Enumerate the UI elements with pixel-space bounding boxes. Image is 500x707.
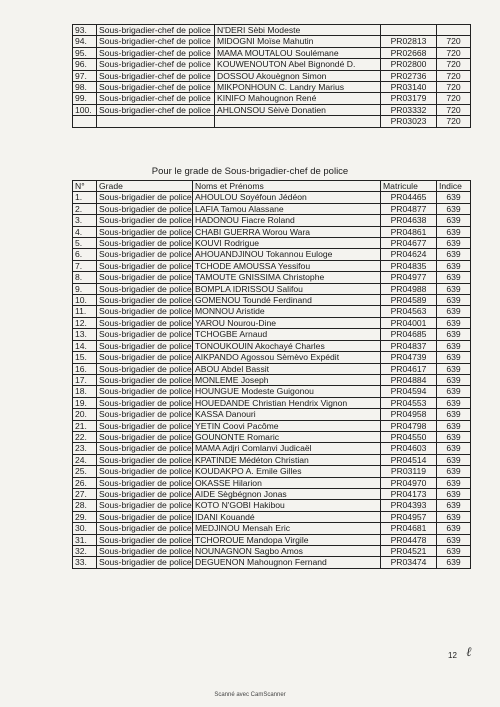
row-number: 29. — [73, 511, 97, 522]
row-indice — [437, 25, 471, 36]
row-name: MONNOU Aristide — [193, 306, 381, 317]
row-name: KOTO N'GOBI Hakibou — [193, 500, 381, 511]
row-name: MIKPONHOUN C. Landry Marius — [215, 82, 381, 93]
table-row — [73, 317, 471, 328]
row-number: 100. — [73, 104, 97, 115]
row-indice: 720 — [437, 70, 471, 81]
row-name: AHOULOU Soyéfoun Jédéon — [193, 192, 381, 203]
header-matricule: Matricule — [381, 181, 437, 192]
row-indice: 639 — [437, 226, 471, 237]
row-grade: Sous-brigadier-chef de police — [97, 47, 215, 58]
row-indice: 720 — [437, 59, 471, 70]
table-row — [73, 226, 471, 237]
row-name: IDANI Kouandé — [193, 511, 381, 522]
row-indice: 639 — [437, 466, 471, 477]
row-grade: Sous-brigadier de police — [97, 523, 193, 534]
row-grade: Sous-brigadier-chef de police — [97, 36, 215, 47]
row-indice: 639 — [437, 488, 471, 499]
row-grade: Sous-brigadier de police — [97, 477, 193, 488]
row-matricule: PR04835 — [381, 260, 437, 271]
row-name: ABOU Abdel Bassit — [193, 363, 381, 374]
row-name: KOUDAKPO A. Emile Gilles — [193, 466, 381, 477]
row-grade: Sous-brigadier de police — [97, 203, 193, 214]
row-matricule: PR04958 — [381, 409, 437, 420]
table-row — [73, 488, 471, 499]
row-number: 23. — [73, 443, 97, 454]
row-number: 22. — [73, 431, 97, 442]
row-grade: Sous-brigadier de police — [97, 454, 193, 465]
row-indice: 639 — [437, 295, 471, 306]
table-row — [73, 116, 471, 127]
table-row — [73, 443, 471, 454]
row-number: 93. — [73, 25, 97, 36]
row-indice: 639 — [437, 546, 471, 557]
section-title: Pour le grade de Sous-brigadier-chef de police — [151, 166, 349, 177]
row-number: 18. — [73, 386, 97, 397]
row-indice: 639 — [437, 443, 471, 454]
table-row — [73, 329, 471, 340]
row-indice: 639 — [437, 249, 471, 260]
row-matricule: PR04957 — [381, 511, 437, 522]
row-indice: 639 — [437, 352, 471, 363]
row-matricule: PR04393 — [381, 500, 437, 511]
table-row — [73, 295, 471, 306]
table-row — [73, 511, 471, 522]
row-number: 21. — [73, 420, 97, 431]
row-number: 2. — [73, 203, 97, 214]
row-matricule: PR04877 — [381, 203, 437, 214]
row-matricule: PR04603 — [381, 443, 437, 454]
row-indice: 639 — [437, 238, 471, 249]
promotion-table-body — [73, 192, 471, 568]
row-indice: 639 — [437, 534, 471, 545]
table-row — [73, 104, 471, 115]
row-matricule: PR02668 — [381, 47, 437, 58]
row-indice: 639 — [437, 431, 471, 442]
row-number: 30. — [73, 523, 97, 534]
row-indice: 720 — [437, 93, 471, 104]
row-name: HOUNGUE Modeste Guigonou — [193, 386, 381, 397]
row-number: 14. — [73, 340, 97, 351]
row-grade: Sous-brigadier de police — [97, 317, 193, 328]
row-name: DOSSOU Akouègnon Simon — [215, 70, 381, 81]
row-grade: Sous-brigadier de police — [97, 238, 193, 249]
row-matricule: PR04970 — [381, 477, 437, 488]
row-name: OKASSE Hilarion — [193, 477, 381, 488]
row-grade: Sous-brigadier de police — [97, 249, 193, 260]
row-number: 31. — [73, 534, 97, 545]
row-matricule: PR03474 — [381, 557, 437, 568]
row-number — [73, 116, 97, 127]
row-grade: Sous-brigadier de police — [97, 466, 193, 477]
row-name: MEDJINOU Mensah Eric — [193, 523, 381, 534]
row-number: 97. — [73, 70, 97, 81]
row-name: N'DERI Sèbi Modeste — [215, 25, 381, 36]
row-matricule — [381, 25, 437, 36]
row-number: 7. — [73, 260, 97, 271]
row-matricule: PR03140 — [381, 82, 437, 93]
table-row — [73, 192, 471, 203]
row-grade: Sous-brigadier de police — [97, 295, 193, 306]
table-row — [73, 47, 471, 58]
row-number: 11. — [73, 306, 97, 317]
row-indice: 720 — [437, 104, 471, 115]
row-matricule: PR04514 — [381, 454, 437, 465]
row-name: KASSA Danouri — [193, 409, 381, 420]
row-indice: 639 — [437, 317, 471, 328]
row-grade: Sous-brigadier-chef de police — [97, 104, 215, 115]
row-indice: 639 — [437, 386, 471, 397]
row-name: TCHODE AMOUSSA Yessifou — [193, 260, 381, 271]
row-number: 1. — [73, 192, 97, 203]
table-row — [73, 454, 471, 465]
row-matricule: PR04677 — [381, 238, 437, 249]
row-grade: Sous-brigadier-chef de police — [97, 59, 215, 70]
row-indice: 720 — [437, 47, 471, 58]
row-matricule: PR02736 — [381, 70, 437, 81]
row-name: AIDE Sègbégnon Jonas — [193, 488, 381, 499]
row-matricule: PR04001 — [381, 317, 437, 328]
row-number: 9. — [73, 283, 97, 294]
table-row — [73, 397, 471, 408]
row-indice: 639 — [437, 329, 471, 340]
row-name: BOMPLA IDRISSOU Salifou — [193, 283, 381, 294]
table-row — [73, 283, 471, 294]
row-matricule: PR04685 — [381, 329, 437, 340]
row-matricule: PR04478 — [381, 534, 437, 545]
table-row — [73, 203, 471, 214]
row-grade: Sous-brigadier de police — [97, 272, 193, 283]
row-number: 10. — [73, 295, 97, 306]
row-grade: Sous-brigadier de police — [97, 409, 193, 420]
row-matricule: PR04563 — [381, 306, 437, 317]
row-matricule: PR04837 — [381, 340, 437, 351]
table-row — [73, 70, 471, 81]
row-indice: 639 — [437, 363, 471, 374]
row-matricule: PR04681 — [381, 523, 437, 534]
row-name: MAMA Adjri Comlanvi Judicaël — [193, 443, 381, 454]
row-number: 27. — [73, 488, 97, 499]
row-name: GOMENOU Toundé Ferdinand — [193, 295, 381, 306]
table-row — [73, 431, 471, 442]
table-row — [73, 386, 471, 397]
row-name: KOUVI Rodrigue — [193, 238, 381, 249]
row-grade: Sous-brigadier de police — [97, 374, 193, 385]
row-number: 28. — [73, 500, 97, 511]
row-name: KPATINDE Médéton Christian — [193, 454, 381, 465]
row-grade: Sous-brigadier de police — [97, 260, 193, 271]
row-name: HOUEDANDE Christian Hendrix Vignon — [193, 397, 381, 408]
row-name: AHOUANDJINOU Tokannou Euloge — [193, 249, 381, 260]
row-number: 98. — [73, 82, 97, 93]
row-matricule: PR04173 — [381, 488, 437, 499]
table-row — [73, 477, 471, 488]
table-row — [73, 25, 471, 36]
row-grade — [97, 116, 215, 127]
row-matricule: PR03332 — [381, 104, 437, 115]
table-row — [73, 352, 471, 363]
row-number: 5. — [73, 238, 97, 249]
row-number: 99. — [73, 93, 97, 104]
row-matricule: PR04617 — [381, 363, 437, 374]
row-number: 96. — [73, 59, 97, 70]
row-number: 16. — [73, 363, 97, 374]
row-grade: Sous-brigadier de police — [97, 488, 193, 499]
row-name: HADONOU Fiacre Roland — [193, 215, 381, 226]
table-row — [73, 306, 471, 317]
row-indice: 639 — [437, 272, 471, 283]
row-name: TCHOROUE Mandopa Virgile — [193, 534, 381, 545]
row-indice: 639 — [437, 374, 471, 385]
row-number: 24. — [73, 454, 97, 465]
row-matricule: PR04977 — [381, 272, 437, 283]
row-number: 8. — [73, 272, 97, 283]
row-grade: Sous-brigadier de police — [97, 352, 193, 363]
handwritten-initials: ℓ — [466, 645, 472, 660]
table-row — [73, 557, 471, 568]
row-name: TAMOUTE GNISSIMA Christophe — [193, 272, 381, 283]
row-matricule: PR04521 — [381, 546, 437, 557]
row-indice: 639 — [437, 192, 471, 203]
row-number: 3. — [73, 215, 97, 226]
promotion-table — [72, 180, 471, 569]
row-grade: Sous-brigadier de police — [97, 386, 193, 397]
row-matricule: PR02813 — [381, 36, 437, 47]
row-matricule: PR04465 — [381, 192, 437, 203]
table-row — [73, 36, 471, 47]
row-grade: Sous-brigadier-chef de police — [97, 82, 215, 93]
row-indice: 720 — [437, 82, 471, 93]
row-matricule: PR04861 — [381, 226, 437, 237]
table-row — [73, 340, 471, 351]
row-name: KINIFO Mahougnon René — [215, 93, 381, 104]
row-name: TCHOGBE Arnaud — [193, 329, 381, 340]
row-matricule: PR03119 — [381, 466, 437, 477]
table-row — [73, 546, 471, 557]
row-indice: 639 — [437, 203, 471, 214]
row-number: 17. — [73, 374, 97, 385]
row-grade: Sous-brigadier de police — [97, 226, 193, 237]
row-number: 19. — [73, 397, 97, 408]
row-grade: Sous-brigadier de police — [97, 363, 193, 374]
continued-table — [72, 24, 471, 128]
row-grade: Sous-brigadier de police — [97, 329, 193, 340]
row-number: 15. — [73, 352, 97, 363]
row-number: 26. — [73, 477, 97, 488]
table-row — [73, 272, 471, 283]
row-grade: Sous-brigadier de police — [97, 340, 193, 351]
row-matricule: PR04594 — [381, 386, 437, 397]
row-name: MONLEME Joseph — [193, 374, 381, 385]
row-indice: 639 — [437, 500, 471, 511]
row-matricule: PR04798 — [381, 420, 437, 431]
table-row — [73, 238, 471, 249]
row-number: 25. — [73, 466, 97, 477]
row-matricule: PR04624 — [381, 249, 437, 260]
row-grade: Sous-brigadier de police — [97, 397, 193, 408]
row-number: 95. — [73, 47, 97, 58]
row-grade: Sous-brigadier de police — [97, 557, 193, 568]
row-matricule: PR04553 — [381, 397, 437, 408]
row-matricule: PR04988 — [381, 283, 437, 294]
table-row — [73, 420, 471, 431]
row-number: 12. — [73, 317, 97, 328]
row-grade: Sous-brigadier de police — [97, 431, 193, 442]
row-name: DEGUENON Mahougnon Fernand — [193, 557, 381, 568]
table-row — [73, 534, 471, 545]
row-number: 32. — [73, 546, 97, 557]
row-matricule: PR04638 — [381, 215, 437, 226]
table-row — [73, 82, 471, 93]
table-row — [73, 374, 471, 385]
row-number: 13. — [73, 329, 97, 340]
row-matricule: PR03023 — [381, 116, 437, 127]
row-grade: Sous-brigadier de police — [97, 534, 193, 545]
row-indice: 639 — [437, 215, 471, 226]
table-row — [73, 409, 471, 420]
row-indice: 639 — [437, 283, 471, 294]
row-name: MIDOGNI Moïse Mahutin — [215, 36, 381, 47]
row-name: KOUWENOUTON Abel Bignondé D. — [215, 59, 381, 70]
row-number: 33. — [73, 557, 97, 568]
header-indice: Indice — [437, 181, 471, 192]
table-row — [73, 59, 471, 70]
row-matricule: PR02800 — [381, 59, 437, 70]
row-indice: 720 — [437, 36, 471, 47]
row-indice: 720 — [437, 116, 471, 127]
row-indice: 639 — [437, 557, 471, 568]
row-indice: 639 — [437, 454, 471, 465]
row-grade: Sous-brigadier-chef de police — [97, 70, 215, 81]
row-grade: Sous-brigadier de police — [97, 192, 193, 203]
row-indice: 639 — [437, 511, 471, 522]
row-grade: Sous-brigadier de police — [97, 215, 193, 226]
row-indice: 639 — [437, 340, 471, 351]
row-indice: 639 — [437, 306, 471, 317]
row-name: AHLONSOU Sèivè Donatien — [215, 104, 381, 115]
table-row — [73, 500, 471, 511]
row-number: 4. — [73, 226, 97, 237]
row-name: NOUNAGNON Sagbo Amos — [193, 546, 381, 557]
row-matricule: PR04739 — [381, 352, 437, 363]
header-grade: Grade — [97, 181, 193, 192]
row-name: AIKPANDO Agossou Sèmèvo Expédit — [193, 352, 381, 363]
row-grade: Sous-brigadier de police — [97, 420, 193, 431]
continued-table-body — [73, 25, 471, 128]
table-row — [73, 93, 471, 104]
row-grade: Sous-brigadier de police — [97, 546, 193, 557]
row-indice: 639 — [437, 409, 471, 420]
row-number: 6. — [73, 249, 97, 260]
row-grade: Sous-brigadier de police — [97, 500, 193, 511]
row-name: YAROU Nourou-Dine — [193, 317, 381, 328]
row-grade: Sous-brigadier de police — [97, 283, 193, 294]
row-name — [215, 116, 381, 127]
table-row — [73, 249, 471, 260]
row-name: MAMA MOUTALOU Soulémane — [215, 47, 381, 58]
row-name: CHABI GUERRA Worou Wara — [193, 226, 381, 237]
row-indice: 639 — [437, 397, 471, 408]
row-grade: Sous-brigadier-chef de police — [97, 93, 215, 104]
row-grade: Sous-brigadier de police — [97, 306, 193, 317]
table-row — [73, 260, 471, 271]
row-name: LAFIA Tamou Alassane — [193, 203, 381, 214]
row-matricule: PR04884 — [381, 374, 437, 385]
header-name: Noms et Prénoms — [193, 181, 381, 192]
row-number: 94. — [73, 36, 97, 47]
row-number: 20. — [73, 409, 97, 420]
header-row — [73, 181, 471, 192]
row-grade: Sous-brigadier-chef de police — [97, 25, 215, 36]
row-grade: Sous-brigadier de police — [97, 511, 193, 522]
row-matricule: PR03179 — [381, 93, 437, 104]
row-grade: Sous-brigadier de police — [97, 443, 193, 454]
row-indice: 639 — [437, 477, 471, 488]
scanner-footer: Scanné avec CamScanner — [214, 692, 286, 698]
row-matricule: PR04550 — [381, 431, 437, 442]
row-name: GOUNONTE Romaric — [193, 431, 381, 442]
table-row — [73, 466, 471, 477]
table-row — [73, 363, 471, 374]
row-indice: 639 — [437, 420, 471, 431]
table-row — [73, 523, 471, 534]
table-row — [73, 215, 471, 226]
row-indice: 639 — [437, 260, 471, 271]
row-name: YETIN Coovi Pacôme — [193, 420, 381, 431]
header-number: N° — [73, 181, 97, 192]
row-matricule: PR04589 — [381, 295, 437, 306]
row-indice: 639 — [437, 523, 471, 534]
page-number: 12 — [448, 651, 457, 660]
row-name: TONOUKOUIN Akochayé Charles — [193, 340, 381, 351]
